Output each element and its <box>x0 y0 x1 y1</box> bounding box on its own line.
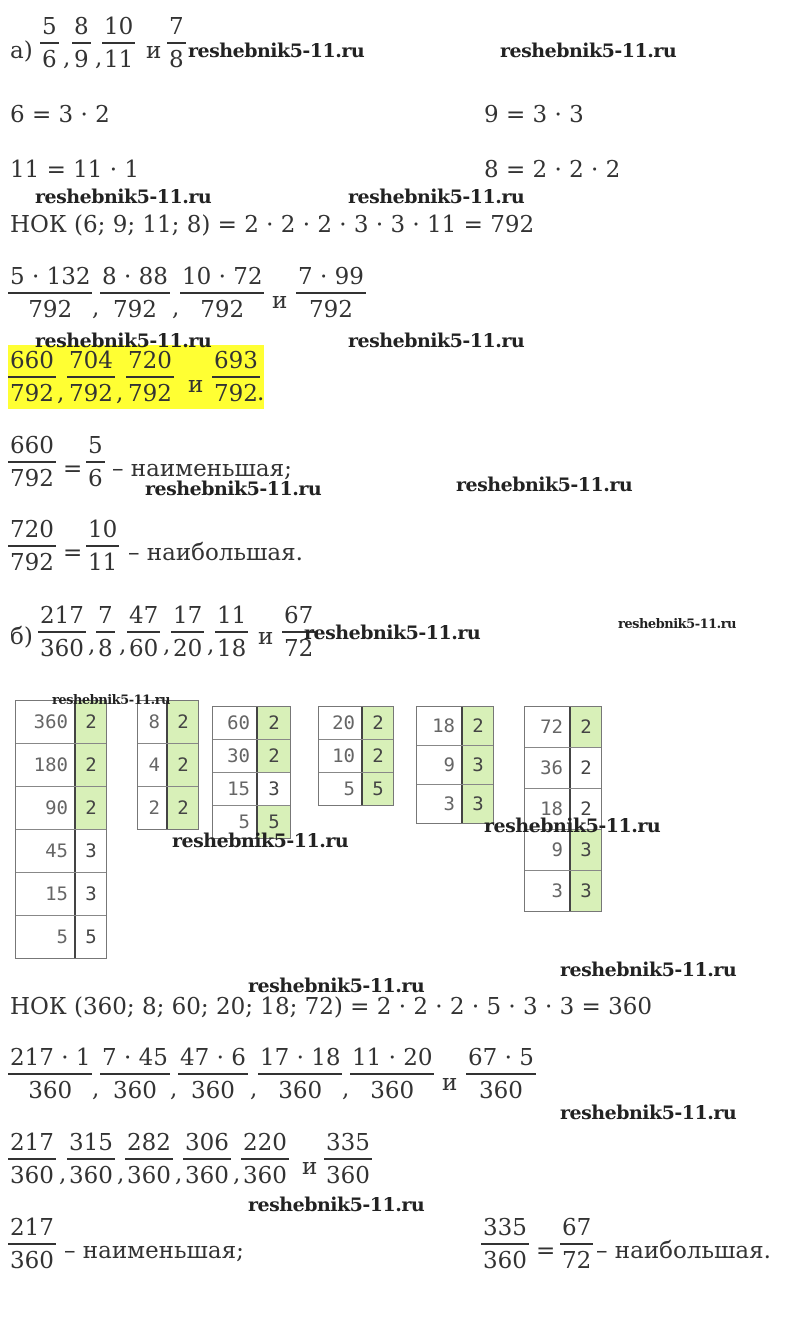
grid-number: 4 <box>138 744 168 786</box>
and-word: и <box>258 624 274 650</box>
fraction: $\frac{5 \cdot 132}{792}$ <box>10 264 91 323</box>
watermark: reshebnik5-11.ru <box>500 40 677 62</box>
fraction: $\frac{11 \cdot 20}{360}$ <box>352 1045 433 1104</box>
grid-number: 72 <box>525 707 571 747</box>
grid-prime-factor: 2 <box>571 707 601 747</box>
grid-row <box>319 707 393 740</box>
grid-number: 15 <box>16 873 76 915</box>
watermark: reshebnik5-11.ru <box>35 186 212 208</box>
grid-row <box>417 746 493 785</box>
grid-prime-factor: 2 <box>258 740 290 772</box>
comma: , <box>207 632 215 658</box>
watermark: reshebnik5-11.ru <box>145 478 322 500</box>
comma: , <box>163 632 171 658</box>
equals-sign: = <box>63 540 83 566</box>
grid-prime-factor: 2 <box>258 707 290 739</box>
grid-number: 60 <box>213 707 258 739</box>
fraction: $\frac{8}{9}$ <box>74 14 89 73</box>
fraction: $\frac{720}{792}$ <box>10 517 54 576</box>
watermark: reshebnik5-11.ru <box>188 40 365 62</box>
grid-number: 5 <box>213 806 258 838</box>
fraction: $\frac{217 \cdot 1}{360}$ <box>10 1045 91 1104</box>
grid-row <box>138 744 198 787</box>
fraction: $\frac{17 \cdot 18}{360}$ <box>260 1045 341 1104</box>
grid-number: 5 <box>319 773 363 805</box>
fraction: $\frac{660}{792}$ <box>10 433 54 492</box>
fraction: $\frac{67}{72}$ <box>562 1215 592 1274</box>
factor-grid-72 <box>524 706 602 912</box>
grid-prime-factor: 3 <box>571 830 601 870</box>
factorization-6: 6 = 3 · 2 <box>10 102 110 128</box>
grid-prime-factor: 5 <box>76 916 106 958</box>
grid-number: 9 <box>417 746 463 784</box>
grid-prime-factor: 3 <box>463 785 493 823</box>
comma: , <box>233 1161 241 1187</box>
watermark: reshebnik5-11.ru <box>248 1194 425 1216</box>
fraction: $\frac{7}{8}$ <box>169 14 184 73</box>
grid-prime-factor: 2 <box>168 701 198 743</box>
fraction: $\frac{693}{792}$ <box>214 348 258 407</box>
fraction: $\frac{217}{360}$ <box>10 1215 54 1274</box>
grid-row <box>319 740 393 773</box>
grid-row <box>417 707 493 746</box>
grid-row <box>16 830 106 873</box>
grid-prime-factor: 2 <box>571 789 601 829</box>
comma: , <box>342 1076 350 1102</box>
grid-row <box>16 916 106 958</box>
grid-row <box>16 787 106 830</box>
factor-grid-60 <box>212 706 291 839</box>
watermark: reshebnik5-11.ru <box>618 617 737 632</box>
grid-number: 5 <box>16 916 76 958</box>
grid-number: 30 <box>213 740 258 772</box>
watermark: reshebnik5-11.ru <box>348 186 525 208</box>
fraction: $\frac{7 \cdot 45}{360}$ <box>102 1045 168 1104</box>
grid-number: 20 <box>319 707 363 739</box>
grid-number: 18 <box>417 707 463 745</box>
comma: , <box>117 1161 125 1187</box>
grid-row <box>525 707 601 748</box>
comma: , <box>119 632 127 658</box>
comma: , <box>175 1161 183 1187</box>
grid-number: 9 <box>525 830 571 870</box>
fraction: $\frac{10 \cdot 72}{792}$ <box>182 264 263 323</box>
fraction: $\frac{335}{360}$ <box>326 1130 370 1189</box>
part-b-label: б) <box>10 624 33 650</box>
min-label: – наименьшая; <box>64 1238 244 1264</box>
fraction: $\frac{11}{18}$ <box>217 603 247 662</box>
fraction: $\frac{217}{360}$ <box>40 603 84 662</box>
comma: , <box>57 380 65 406</box>
and-word: и <box>146 38 162 64</box>
grid-row <box>213 707 290 740</box>
fraction: $\frac{217}{360}$ <box>10 1130 54 1189</box>
factor-grid-360 <box>15 700 107 959</box>
grid-prime-factor: 2 <box>76 744 106 786</box>
lcm-a: НОК (6; 9; 11; 8) = 2 · 2 · 2 · 3 · 3 · 11 = 792 <box>10 212 535 238</box>
factorization-8: 8 = 2 · 2 · 2 <box>484 157 621 183</box>
factor-grid-20 <box>318 706 394 806</box>
factorization-9: 9 = 3 · 3 <box>484 102 584 128</box>
grid-row <box>213 740 290 773</box>
period: . <box>257 380 265 406</box>
grid-row <box>16 873 106 916</box>
grid-prime-factor: 3 <box>258 773 290 805</box>
watermark: reshebnik5-11.ru <box>172 830 349 852</box>
grid-row <box>213 773 290 806</box>
grid-number: 45 <box>16 830 76 872</box>
fraction: $\frac{67}{72}$ <box>284 603 314 662</box>
and-word: и <box>442 1070 458 1096</box>
factorization-11: 11 = 11 · 1 <box>10 157 139 183</box>
equals-sign: = <box>63 456 83 482</box>
grid-row <box>417 785 493 823</box>
fraction: $\frac{315}{360}$ <box>69 1130 113 1189</box>
grid-number: 180 <box>16 744 76 786</box>
fraction: $\frac{47}{60}$ <box>129 603 159 662</box>
comma: , <box>250 1076 258 1102</box>
grid-number: 3 <box>417 785 463 823</box>
watermark: reshebnik5-11.ru <box>248 975 425 997</box>
comma: , <box>95 45 103 71</box>
fraction: $\frac{720}{792}$ <box>128 348 172 407</box>
grid-number: 3 <box>525 871 571 911</box>
watermark: reshebnik5-11.ru <box>348 330 525 352</box>
and-word: и <box>302 1154 318 1180</box>
fraction: $\frac{306}{360}$ <box>185 1130 229 1189</box>
grid-row <box>525 748 601 789</box>
watermark: reshebnik5-11.ru <box>484 815 661 837</box>
grid-number: 2 <box>138 787 168 829</box>
grid-prime-factor: 3 <box>571 871 601 911</box>
comma: , <box>88 632 96 658</box>
factor-grid-18 <box>416 706 494 824</box>
comma: , <box>92 1076 100 1102</box>
watermark: reshebnik5-11.ru <box>304 622 481 644</box>
equals-sign: = <box>536 1238 556 1264</box>
grid-number: 360 <box>16 701 76 743</box>
grid-prime-factor: 2 <box>76 701 106 743</box>
factor-grid-8 <box>137 700 199 830</box>
watermark: reshebnik5-11.ru <box>456 474 633 496</box>
fraction: $\frac{8 \cdot 88}{792}$ <box>102 264 168 323</box>
grid-prime-factor: 2 <box>76 787 106 829</box>
grid-number: 18 <box>525 789 571 829</box>
fraction: $\frac{47 \cdot 6}{360}$ <box>180 1045 246 1104</box>
comma: , <box>59 1161 67 1187</box>
grid-prime-factor: 5 <box>258 806 290 838</box>
grid-prime-factor: 3 <box>76 830 106 872</box>
grid-row <box>319 773 393 805</box>
and-word: и <box>188 372 204 398</box>
comma: , <box>170 1076 178 1102</box>
fraction: $\frac{335}{360}$ <box>483 1215 527 1274</box>
grid-number: 15 <box>213 773 258 805</box>
fraction: $\frac{10}{11}$ <box>104 14 134 73</box>
fraction: $\frac{7 \cdot 99}{792}$ <box>298 264 364 323</box>
grid-row <box>525 871 601 911</box>
watermark: reshebnik5-11.ru <box>560 959 737 981</box>
comma: , <box>63 45 71 71</box>
grid-row <box>16 744 106 787</box>
grid-prime-factor: 5 <box>363 773 393 805</box>
fraction: $\frac{67 \cdot 5}{360}$ <box>468 1045 534 1104</box>
watermark: reshebnik5-11.ru <box>560 1102 737 1124</box>
grid-prime-factor: 3 <box>463 746 493 784</box>
max-label: – наибольшая. <box>128 540 303 566</box>
grid-row <box>138 787 198 829</box>
comma: , <box>172 295 180 321</box>
grid-prime-factor: 3 <box>76 873 106 915</box>
fraction: $\frac{17}{20}$ <box>173 603 203 662</box>
and-word: и <box>272 288 288 314</box>
grid-prime-factor: 2 <box>571 748 601 788</box>
watermark: reshebnik5-11.ru <box>35 330 212 352</box>
grid-prime-factor: 2 <box>463 707 493 745</box>
fraction: $\frac{5}{6}$ <box>88 433 103 492</box>
grid-number: 36 <box>525 748 571 788</box>
fraction: $\frac{704}{792}$ <box>69 348 113 407</box>
fraction: $\frac{282}{360}$ <box>127 1130 171 1189</box>
watermark: reshebnik5-11.ru <box>52 693 171 708</box>
fraction: $\frac{10}{11}$ <box>88 517 118 576</box>
max-label: – наибольшая. <box>596 1238 771 1264</box>
comma: , <box>92 295 100 321</box>
grid-prime-factor: 2 <box>363 707 393 739</box>
grid-number: 8 <box>138 701 168 743</box>
fraction: $\frac{5}{6}$ <box>42 14 57 73</box>
grid-prime-factor: 2 <box>168 787 198 829</box>
grid-number: 10 <box>319 740 363 772</box>
min-label: – наименьшая; <box>112 456 292 482</box>
comma: , <box>116 380 124 406</box>
lcm-b: НОК (360; 8; 60; 20; 18; 72) = 2 · 2 · 2 · 5 · 3 · 3 = 360 <box>10 994 653 1020</box>
grid-number: 90 <box>16 787 76 829</box>
fraction: $\frac{660}{792}$ <box>10 348 54 407</box>
fraction: $\frac{7}{8}$ <box>98 603 113 662</box>
part-a-label: а) <box>10 38 33 64</box>
grid-prime-factor: 2 <box>363 740 393 772</box>
grid-prime-factor: 2 <box>168 744 198 786</box>
fraction: $\frac{220}{360}$ <box>243 1130 287 1189</box>
